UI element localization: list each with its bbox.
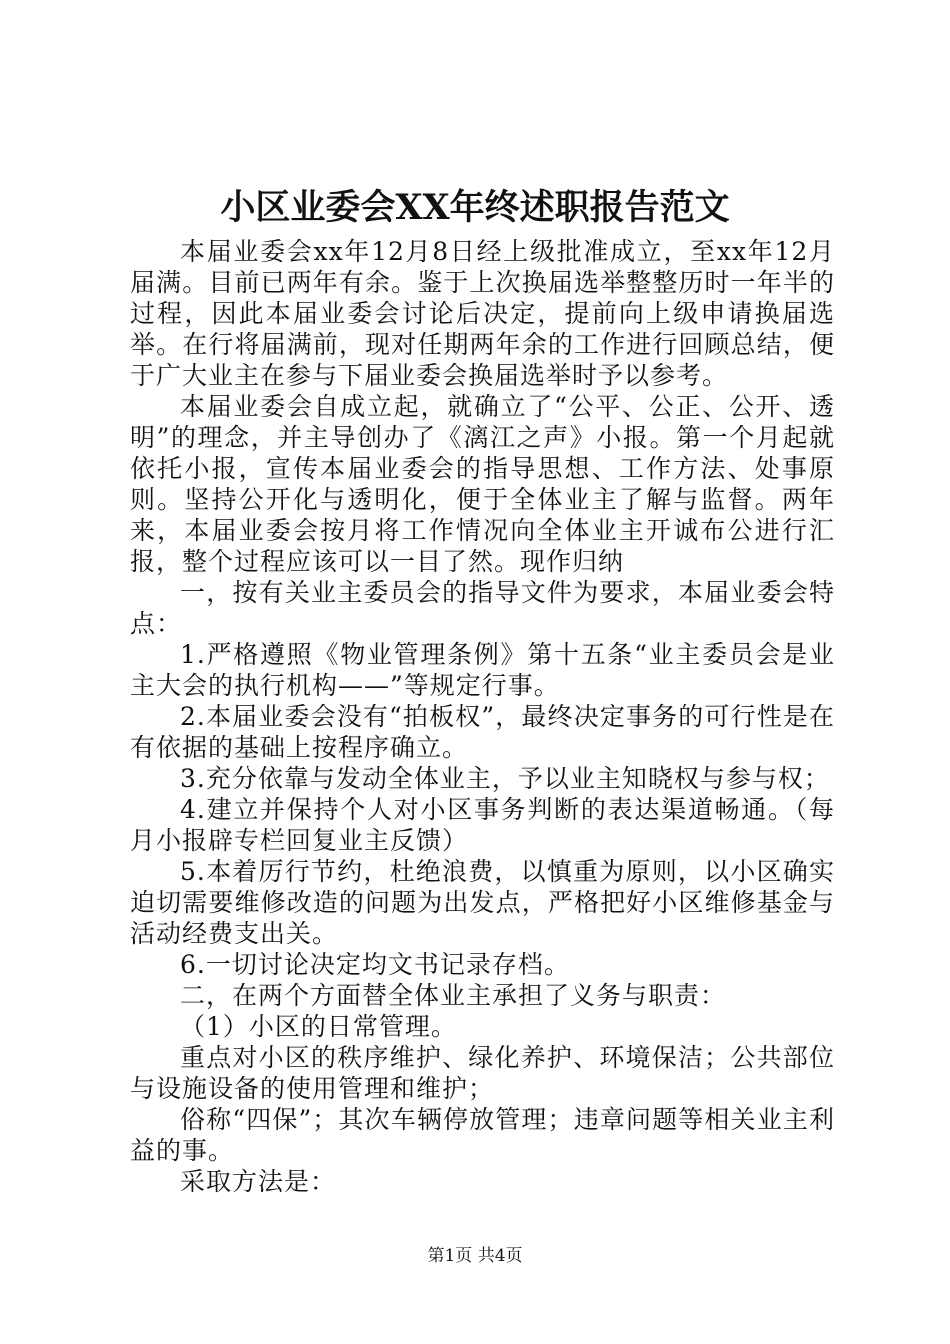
paragraph: 6.一切讨论决定均文书记录存档。 xyxy=(180,950,570,979)
paragraph: 5.本着厉行节约，杜绝浪费，以慎重为原则，以小区确实迫切需要维修改造的问题为出发点，严格把好小区维修基金与活动经费支出关。 xyxy=(130,857,835,948)
paragraph: 俗称“四保”；其次车辆停放管理；违章问题等相关业主利益的事。 xyxy=(130,1105,835,1165)
paragraph: 二，在两个方面替全体业主承担了义务与职责： xyxy=(180,981,727,1010)
document-body xyxy=(130,236,835,1197)
paragraph: 本届业委会xx年12月8日经上级批准成立，至xx年12月届满。目前已两年有余。鉴于上次换届选举整整历时一年半的过程，因此本届业委会讨论后决定，提前向上级申请换届选举。在行将届满前，现对任期两年余的工作进行回顾总结，便于广大业主在参与下届业委会换届选举时予以参考。 xyxy=(130,237,835,390)
page-footer: 第1页 共4页 xyxy=(427,1246,523,1266)
paragraph: 采取方法是： xyxy=(180,1167,337,1196)
paragraph: 1.严格遵照《物业管理条例》第十五条“业主委员会是业主大会的执行机构——”等规定行事。 xyxy=(130,640,835,700)
paragraph: 一，按有关业主委员会的指导文件为要求，本届业委会特点： xyxy=(130,578,835,638)
paragraph: （1）小区的日常管理。 xyxy=(180,1012,457,1041)
paragraph: 4.建立并保持个人对小区事务判断的表达渠道畅通。（每月小报辟专栏回复业主反馈） xyxy=(130,795,835,855)
paragraph: 2.本届业委会没有“拍板权”，最终决定事务的可行性是在有依据的基础上按程序确立。 xyxy=(130,702,835,762)
paragraph: 本届业委会自成立起，就确立了“公平、公正、公开、透明”的理念，并主导创办了《漓江之声》小报。第一个月起就依托小报，宣传本届业委会的指导思想、工作方法、处事原则。坚持公开化与透明化，便于全体业主了解与监督。两年来，本届业委会按月将工作情况向全体业主开诚布公进行汇报，整个过程应该可以一目了然。现作归纳 xyxy=(130,392,835,576)
document-title: 小区业委会XX年终述职报告范文 xyxy=(220,187,730,228)
paragraph: 3.充分依靠与发动全体业主，予以业主知晓权与参与权； xyxy=(180,764,830,793)
paragraph: 重点对小区的秩序维护、绿化养护、环境保洁；公共部位与设施设备的使用管理和维护； xyxy=(130,1043,835,1103)
